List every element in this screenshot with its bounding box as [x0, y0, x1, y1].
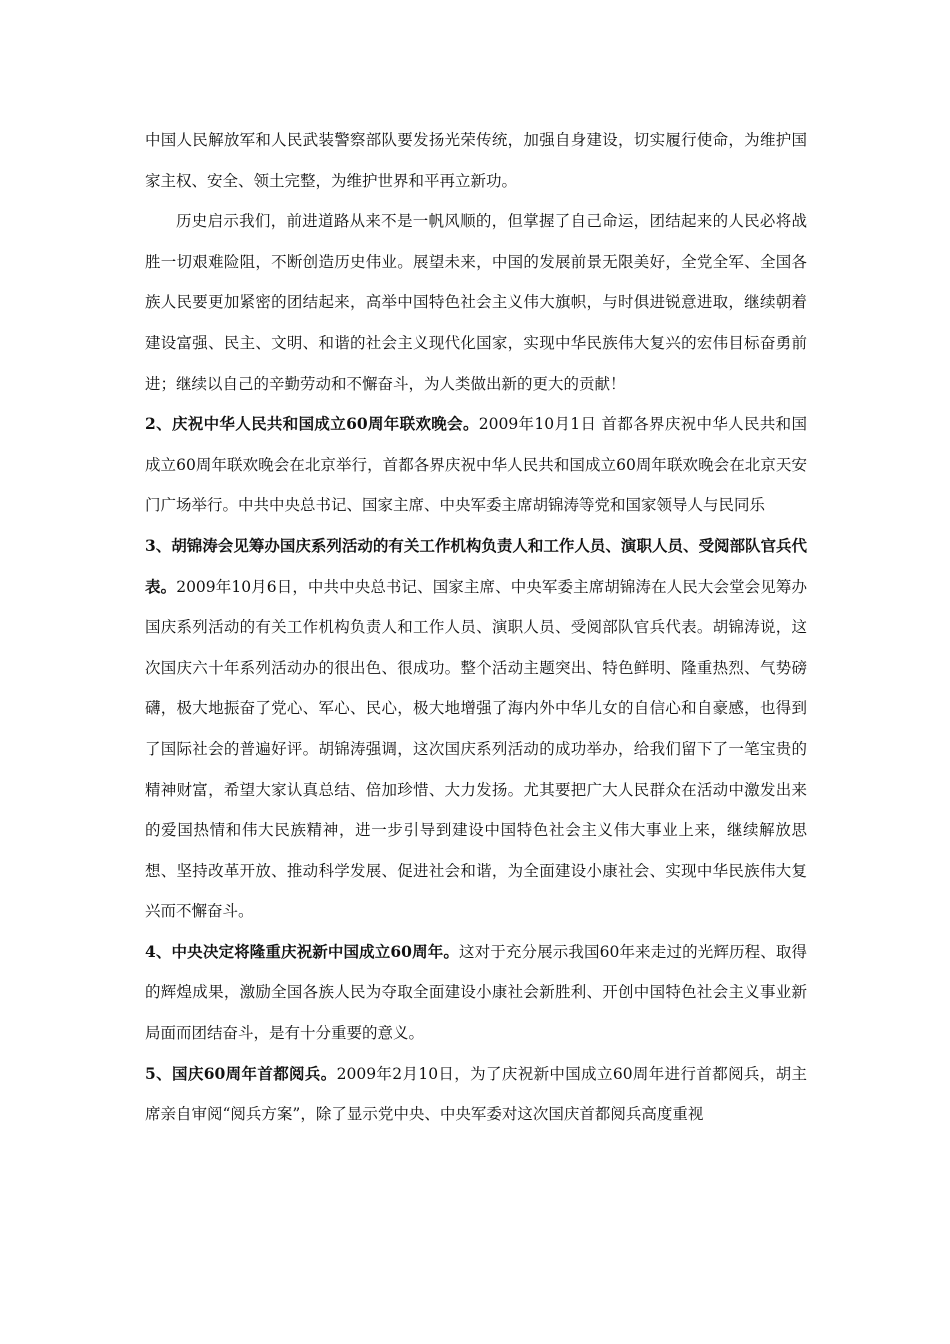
paragraph-item-4 [145, 932, 807, 1054]
paragraph-item-2 [145, 404, 807, 526]
paragraph-lead: 4、中央决定将隆重庆祝新中国成立60周年。 [145, 941, 459, 961]
paragraph-item-5 [145, 1054, 807, 1135]
paragraph-item-3 [145, 526, 807, 932]
paragraph-text: 这对于充分展示我国60年来走过的光辉历程、取得的辉煌成果，激励全国各族人民为夺取全面建设小康社会新胜利、开创中国特色社会主义事业新局面而团结奋斗，是有十分重要的意义。 [145, 942, 807, 1043]
paragraph-text: 历史启示我们，前进道路从来不是一帆风顺的，但掌握了自己命运，团结起来的人民必将战胜一切艰难险阻，不断创造历史伟业。展望未来，中国的发展前景无限美好，全党全军、全国各族人民要更加紧密的团结起来，高举中国特色社会主义伟大旗帜，与时俱进锐意进取，继续朝着建设富强、民主、文明、和谐的社会主义现代化国家，实现中华民族伟大复兴的宏伟目标奋勇前进；继续以自己的辛勤劳动和不懈奋斗，为人类做出新的更大的贡献！ [145, 212, 807, 393]
document-body [145, 120, 807, 1135]
paragraph-text: 2009年2月10日，为了庆祝新中国成立60周年进行首都阅兵，胡主席亲自审阅“阅兵方案”，除了显示党中央、中央军委对这次国庆首都阅兵高度重视 [145, 1064, 807, 1124]
paragraph-lead: 2、庆祝中华人民共和国成立60周年联欢晚会。 [145, 414, 479, 434]
paragraph-history-lesson [145, 201, 807, 404]
paragraph-pla-mission [145, 120, 807, 201]
paragraph-text: 2009年10月1日 首都各界庆祝中华人民共和国成立60周年联欢晚会在北京举行，首都各界庆祝中华人民共和国成立60周年联欢晚会在北京天安门广场举行。中共中央总书记、国家主席、中央军委主席胡锦涛等党和国家领导人与民同乐 [145, 415, 807, 515]
paragraph-lead: 3、胡锦涛会见筹办国庆系列活动的有关工作机构负责人和工作人员、演职人员、受阅部队官兵代表。 [145, 535, 807, 596]
paragraph-text: 中国人民解放军和人民武装警察部队要发扬光荣传统，加强自身建设，切实履行使命，为维护国家主权、安全、领土完整，为维护世界和平再立新功。 [145, 131, 807, 190]
paragraph-text: 2009年10月6日，中共中央总书记、国家主席、中央军委主席胡锦涛在人民大会堂会见筹办国庆系列活动的有关工作机构负责人和工作人员、演职人员、受阅部队官兵代表。胡锦涛说，这次国庆六十年系列活动办的很出色、很成功。整个活动主题突出、特色鲜明、隆重热烈、气势磅礴，极大地振奋了党心、军心、民心，极大地增强了海内外中华儿女的自信心和自豪感，也得到了国际社会的普遍好评。胡锦涛强调，这次国庆系列活动的成功举办，给我们留下了一笔宝贵的精神财富，希望大家认真总结、倍加珍惜、大力发扬。尤其要把广大人民群众在活动中激发出来的爱国热情和伟大民族精神，进一步引导到建设中国特色社会主义伟大事业上来，继续解放思想、坚持改革开放、推动科学发展、促进社会和谐，为全面建设小康社会、实现中华民族伟大复兴而不懈奋斗。 [145, 577, 807, 921]
paragraph-lead: 5、国庆60周年首都阅兵。 [145, 1063, 337, 1083]
